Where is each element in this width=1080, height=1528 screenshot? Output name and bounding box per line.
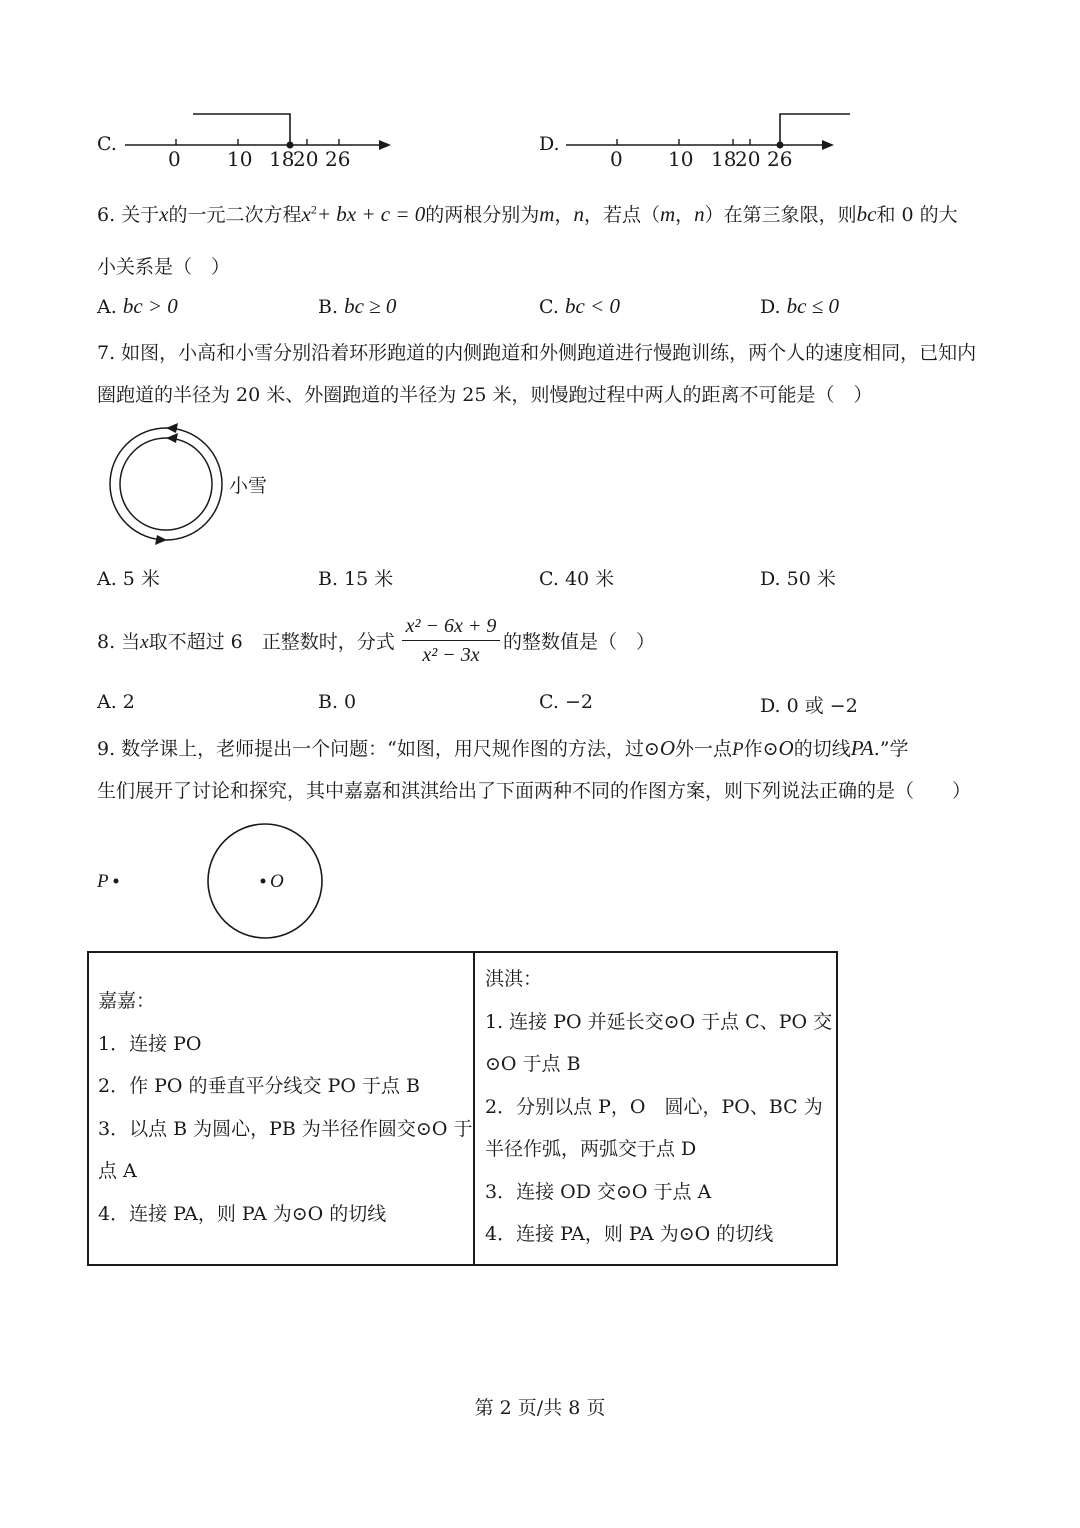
tick-26: 26 bbox=[767, 147, 793, 171]
q8-text bbox=[97, 627, 395, 654]
q6-pm: m bbox=[659, 202, 676, 226]
figure-label-p: P bbox=[97, 871, 109, 892]
q7-line2: 圈跑道的半径为 20 米、外圈跑道的半径为 25 米，则慢跑过程中两人的距离不可能是（ ） bbox=[97, 384, 873, 406]
q7-option-a: A. 5 米 bbox=[97, 568, 160, 590]
circle-symbol-icon: ⊙ bbox=[643, 738, 660, 760]
q6-eq-x: x bbox=[301, 202, 311, 226]
q7-option-b: B. 15 米 bbox=[318, 568, 394, 590]
q8-text-b: 取不超过 6 正整数时，分式 bbox=[148, 631, 395, 653]
q9-p1: P bbox=[732, 739, 744, 760]
list-item: 1. 连接 PO 并延长交⊙O 于点 C、PO 交 bbox=[485, 1010, 833, 1033]
tick-10: 10 bbox=[668, 147, 694, 171]
tick-0: 0 bbox=[610, 147, 623, 171]
q8-option-a: A. 2 bbox=[97, 691, 135, 713]
q6-m: m bbox=[539, 202, 555, 226]
list-item: 3．以点 B 为圆心，PB 为半径作圆交⊙O 于 bbox=[98, 1117, 473, 1140]
q8-var-x: x bbox=[140, 632, 149, 653]
list-item: 1．连接 PO bbox=[98, 1032, 202, 1055]
q6-text-d: ，若点（ bbox=[583, 204, 660, 226]
q9-text-a: 9. 数学课上，老师提出一个问题：“如图，用尺规作图的方法，过 bbox=[97, 738, 644, 760]
q7-option-c: C. 40 米 bbox=[539, 568, 615, 590]
page-footer: 第 2 页/共 8 页 bbox=[474, 1397, 606, 1419]
q6-option-a bbox=[97, 294, 178, 319]
q6-option-c-expr: bc < 0 bbox=[564, 294, 620, 318]
q6-n: n bbox=[573, 202, 584, 226]
q6-bc: bc bbox=[856, 202, 877, 226]
q8-text-a: 8. 当 bbox=[97, 631, 141, 653]
track-figure-label: 小雪 bbox=[229, 475, 268, 497]
q8-numerator: x² − 6x + 9 bbox=[405, 615, 497, 637]
tick-18: 18 bbox=[711, 147, 737, 171]
q8-option-d: D. 0 或 −2 bbox=[760, 695, 858, 717]
option-c-label: C. bbox=[97, 133, 117, 155]
q6-option-d-expr: bc ≤ 0 bbox=[786, 294, 840, 318]
list-item: 点 A bbox=[98, 1160, 137, 1182]
q6-option-c bbox=[539, 294, 620, 319]
q9-o2: O bbox=[778, 736, 794, 760]
q9-o1: O bbox=[659, 736, 675, 760]
q6-option-b bbox=[318, 294, 396, 319]
q7-line1: 7. 如图，小高和小雪分别沿着环形跑道的内侧跑道和外侧跑道进行慢跑训练，两个人的速度相同，已知内 bbox=[97, 342, 977, 364]
jiajia-title: 嘉嘉： bbox=[98, 990, 156, 1012]
list-item: 3．连接 OD 交⊙O 于点 A bbox=[485, 1180, 712, 1203]
circle-o-figure bbox=[200, 816, 330, 946]
list-item: 半径作弧，两弧交于点 D bbox=[485, 1138, 697, 1160]
question-6 bbox=[97, 200, 958, 227]
qiqi-title: 淇淇： bbox=[485, 968, 543, 990]
q6-option-b-label: B. bbox=[318, 296, 339, 318]
q6-text-c: 的两根分别为 bbox=[425, 204, 540, 226]
tick-26: 26 bbox=[325, 147, 351, 171]
q6-pn: n bbox=[694, 202, 705, 226]
tick-10: 10 bbox=[227, 147, 253, 171]
q8-denominator: x² − 3x bbox=[422, 644, 480, 666]
q9-text-e: .”学 bbox=[873, 738, 909, 760]
q6-comma: ， bbox=[554, 204, 574, 226]
running-track-figure bbox=[103, 420, 233, 550]
q6-eq-rest: + bx + c = 0 bbox=[316, 202, 426, 226]
q6-eq-sup: 2 bbox=[310, 202, 317, 217]
q6-option-a-label: A. bbox=[97, 296, 117, 318]
qiqi-cell bbox=[485, 958, 832, 1256]
q7-option-d: D. 50 米 bbox=[760, 568, 836, 590]
q8-text-c: 的整数值是（ ） bbox=[503, 631, 656, 653]
list-item: 2．分别以点 P，O 圆心，PO、BC 为 bbox=[485, 1095, 823, 1118]
q6-pcomma: ， bbox=[675, 204, 695, 226]
q9-line1 bbox=[97, 734, 908, 761]
table-divider bbox=[473, 953, 475, 1264]
list-item: 4．连接 PA，则 PA 为⊙O 的切线 bbox=[485, 1223, 774, 1245]
q9-pa: PA bbox=[850, 736, 874, 760]
q6-text-b: 的一元二次方程 bbox=[168, 204, 302, 226]
q6-text-f: 和 0 的大 bbox=[876, 204, 958, 226]
q9-text-d: 的切线 bbox=[793, 738, 851, 760]
q6-option-d bbox=[760, 294, 839, 319]
q9-line2: 生们展开了讨论和探究，其中嘉嘉和淇淇给出了下面两种不同的作图方案，则下列说法正确的是（ ） bbox=[97, 780, 972, 802]
tick-20: 20 bbox=[735, 147, 761, 171]
tick-20: 20 bbox=[293, 147, 319, 171]
q9-text-b: 外一点 bbox=[674, 738, 732, 760]
q8-option-b: B. 0 bbox=[318, 691, 357, 713]
q6-option-a-expr: bc > 0 bbox=[122, 294, 178, 318]
q8-option-c: C. −2 bbox=[539, 691, 593, 713]
q6-option-b-expr: bc ≥ 0 bbox=[344, 294, 397, 318]
q9-text-c: 作 bbox=[743, 738, 763, 760]
jiajia-cell bbox=[98, 980, 472, 1235]
list-item: 2．作 PO 的垂直平分线交 PO 于点 B bbox=[98, 1075, 420, 1097]
circle-symbol-icon: ⊙ bbox=[762, 738, 779, 760]
tick-0: 0 bbox=[168, 147, 181, 171]
q8-fraction bbox=[402, 614, 500, 669]
q6-var-x: x bbox=[159, 202, 169, 226]
q6-option-d-label: D. bbox=[760, 296, 781, 318]
tick-18: 18 bbox=[269, 147, 295, 171]
list-item: ⊙O 于点 B bbox=[485, 1053, 581, 1075]
list-item: 4．连接 PA，则 PA 为⊙O 的切线 bbox=[98, 1202, 387, 1225]
q6-line2: 小关系是（ ） bbox=[97, 256, 231, 278]
point-p-dot bbox=[111, 876, 121, 886]
q6-text-e: ）在第三象限，则 bbox=[704, 204, 857, 226]
figure-label-o: O bbox=[270, 871, 284, 892]
q6-text-a: 6. 关于 bbox=[97, 204, 160, 226]
option-d-label: D. bbox=[539, 133, 560, 155]
q6-option-c-label: C. bbox=[539, 296, 559, 318]
